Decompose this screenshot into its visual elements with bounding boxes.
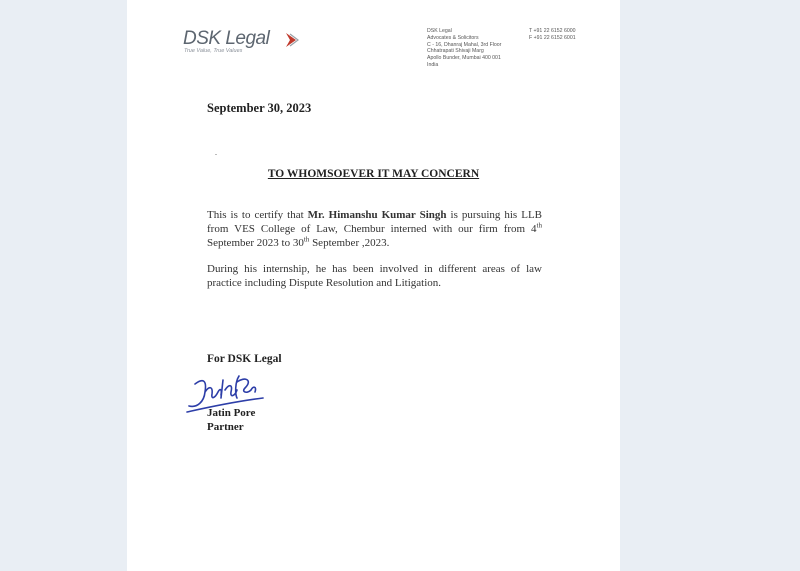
letter-page [127, 0, 620, 571]
address-line: India [427, 61, 439, 68]
address-line: Apollo Bunder, Mumbai 400 001 [427, 55, 501, 62]
p1-end: September ,2023. [309, 237, 390, 249]
p1-mid2: September 2023 to 30 [207, 237, 304, 249]
p1-start: This is to certify that [207, 209, 308, 221]
address-line: C - 16, Dhanraj Mahal, 3rd Floor [427, 41, 502, 48]
signer-block [207, 406, 255, 434]
address-line: Advocates & Solicitors [427, 34, 479, 41]
from-date-suffix: th [536, 221, 542, 230]
scan-speck [215, 154, 217, 155]
signer-title: Partner [207, 421, 244, 433]
phone-number: T +91 22 6152 6000 [529, 28, 576, 34]
p1-mid: is pursuing his LLB from VES College of Law, Chembur interned with our firm from 4 [207, 209, 542, 235]
address-line: DSK Legal [427, 28, 452, 34]
address-line: Chhatrapati Shivaji Marg [427, 48, 484, 55]
intern-name: Mr. Himanshu Kumar Singh [307, 209, 447, 221]
signer-name: Jatin Pore [207, 407, 256, 419]
to-date-suffix: th [303, 235, 310, 244]
certification-paragraph [207, 208, 542, 250]
chevron-logo-icon [284, 31, 300, 49]
logo-text: DSK Legal [183, 28, 270, 49]
fax-number: F +91 22 6152 6001 [529, 34, 576, 41]
for-firm-label: For DSK Legal [207, 353, 282, 365]
logo-tagline: True Value, True Values [184, 48, 243, 54]
internship-paragraph: During his internship, he has been involved in different areas of law practice including Dispute Resolution and Litigation. [207, 263, 542, 289]
letter-subject: TO WHOMSOEVER IT MAY CONCERN [267, 168, 480, 180]
letter-date: September 30, 2023 [207, 101, 312, 115]
letterhead-contact [529, 28, 576, 42]
letterhead-address [427, 28, 501, 69]
dsk-legal-logo [183, 28, 313, 58]
